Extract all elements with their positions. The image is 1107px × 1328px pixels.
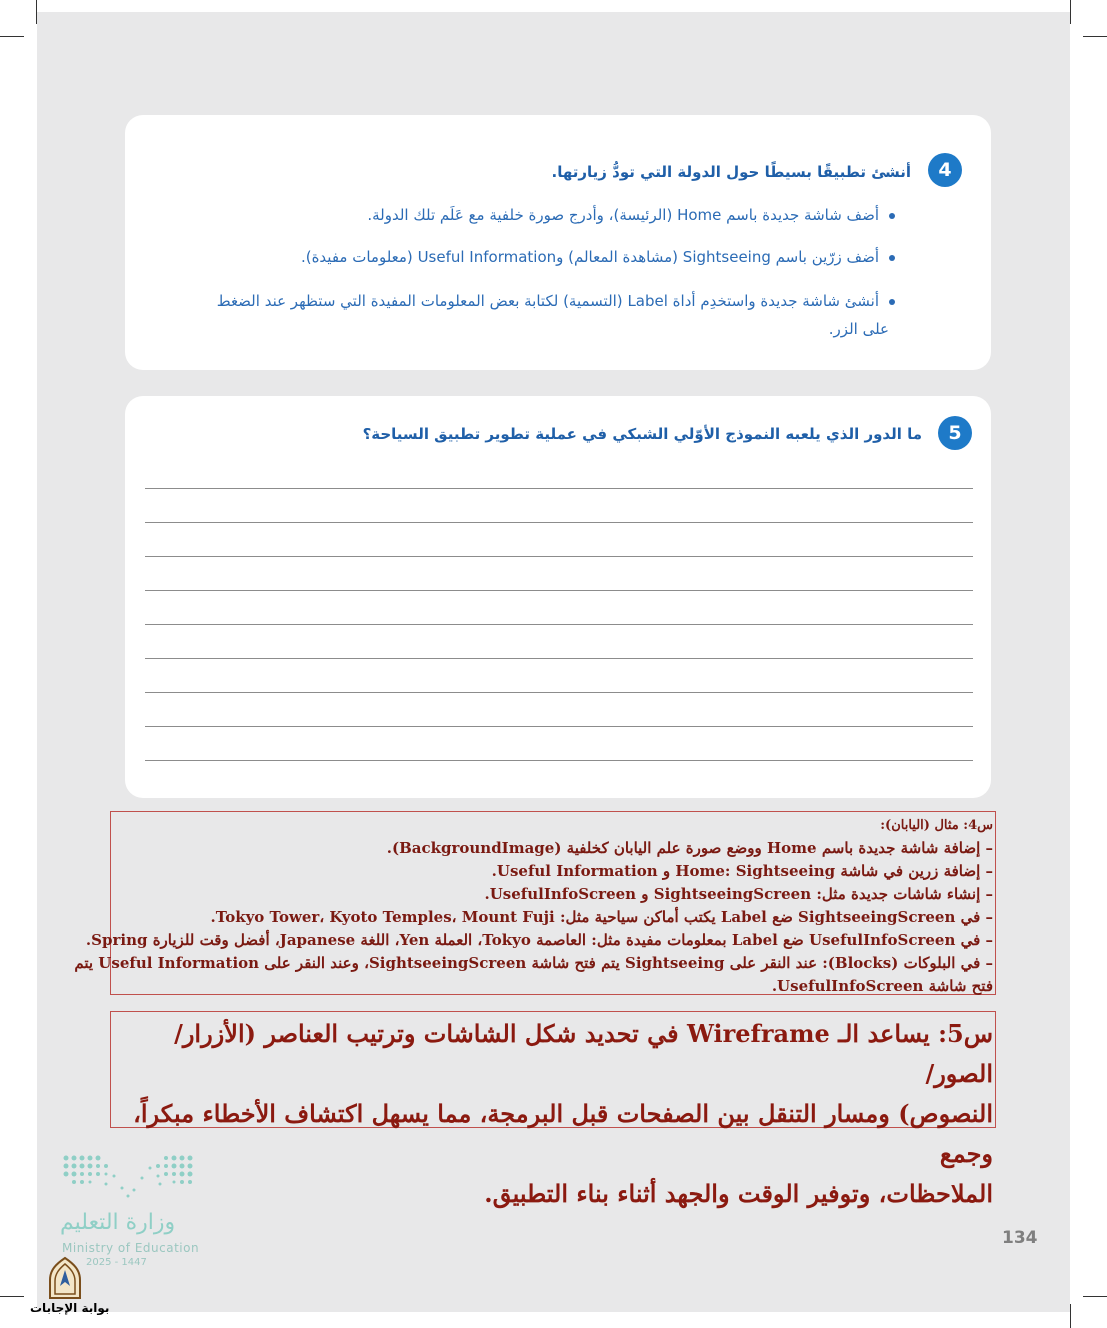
answer-4-line: – في البلوكات (Blocks): عند النقر على Sightseeing يتم فتح شاشة SightseeingScreen، وعند النقر على Useful Information يتم	[74, 954, 993, 972]
bullet-dot	[889, 255, 895, 261]
ministry-logo-icon	[60, 1152, 200, 1202]
crop-mark	[0, 1296, 24, 1297]
answer-4-line: – في UsefulInfoScreen ضع Label بمعلومات مفيدة مثل: العاصمة Tokyo، العملة Yen، اللغة Japanese، أفضل وقت للزيارة Spring.	[85, 931, 993, 949]
portal-label: بوابة الإجابات	[30, 1301, 110, 1315]
question-4-number: 4	[928, 153, 962, 187]
question-4-bullet-continuation: على الزر.	[828, 320, 889, 338]
crop-mark	[1070, 1304, 1071, 1328]
answer-line	[145, 556, 973, 557]
answer-line	[145, 590, 973, 591]
answer-4-line: فتح شاشة UsefulInfoScreen.	[771, 977, 993, 995]
question-4-bullet	[135, 287, 895, 315]
bullet-text: أضف شاشة جديدة باسم Home (الرئيسة)، وأدرج صورة خلفية مع عَلَم تلك الدولة.	[367, 206, 879, 224]
question-4-title: أنشئ تطبيقًا بسيطًا حول الدولة التي تودُّ زيارتها.	[551, 163, 911, 181]
answer-line	[145, 692, 973, 693]
answer-4-box	[74, 811, 996, 995]
question-5-number: 5	[938, 416, 972, 450]
answer-5-line: الملاحظات، وتوفير الوقت والجهد أثناء بناء التطبيق.	[484, 1179, 993, 1208]
answer-4-line: – إنشاء شاشات جديدة مثل: SightseeingScreen و UsefulInfoScreen.	[484, 885, 993, 903]
answer-4-line: – في SightseeingScreen ضع Label يكتب أماكن سياحية مثل: Tokyo Tower، Kyoto Temples، Mount Fuji.	[210, 908, 993, 926]
bullet-dot	[889, 299, 895, 305]
bullet-dot	[889, 213, 895, 219]
portal-logo-icon	[44, 1256, 86, 1300]
answer-line	[145, 658, 973, 659]
bullet-text: أضف زرّين باسم Sightseeing (مشاهدة المعالم) وUseful Information (معلومات مفيدة).	[300, 248, 879, 266]
crop-mark	[1083, 1296, 1107, 1297]
question-4-bullet	[165, 201, 895, 229]
question-4-bullet	[165, 243, 895, 271]
ministry-english-name: Ministry of Education	[62, 1241, 200, 1255]
page-number: 134	[1002, 1228, 1038, 1248]
ministry-year: 2025 - 1447	[86, 1257, 147, 1268]
answer-line	[145, 488, 973, 489]
answer-4-line: – إضافة شاشة جديدة باسم Home ووضع صورة علم اليابان كخلفية (BackgroundImage).	[386, 839, 993, 857]
answer-4-line: – إضافة زرين في شاشة Home: Sightseeing و Useful Information.	[491, 862, 993, 880]
question-5-card	[125, 396, 991, 798]
crop-mark	[1083, 36, 1107, 37]
answer-line	[145, 760, 973, 761]
answer-line	[145, 624, 973, 625]
question-5-title: ما الدور الذي يلعبه النموذج الأوّلي الشبكي في عملية تطوير تطبيق السياحة؟	[362, 425, 922, 443]
ministry-arabic-name: وزارة التعليم	[60, 1210, 176, 1235]
answer-line	[145, 726, 973, 727]
answer-5-line: النصوص) ومسار التنقل بين الصفحات قبل البرمجة، مما يسهل اكتشاف الأخطاء مبكراً، وجمع	[133, 1099, 993, 1168]
answer-4-heading: س4: مثال (اليابان):	[880, 818, 993, 833]
crop-mark	[0, 36, 24, 37]
answer-line	[145, 522, 973, 523]
answer-5-line: س5: يساعد الـ Wireframe في تحديد شكل الشاشات وترتيب العناصر (الأزرار/الصور/	[174, 1019, 993, 1088]
crop-mark	[1070, 0, 1071, 24]
bullet-text: أنشئ شاشة جديدة واستخدِم أداة Label (التسمية) لكتابة بعض المعلومات المفيدة التي ستظهر عند الضغط	[216, 292, 879, 310]
answer-5-box	[110, 1011, 996, 1208]
